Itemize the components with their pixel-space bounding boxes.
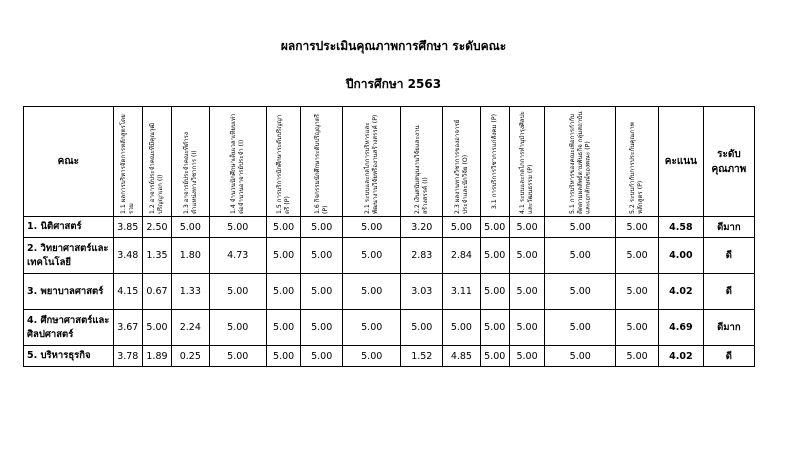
score-cell: 4.69 xyxy=(658,310,703,346)
indicator-value-cell: 5.00 xyxy=(209,217,266,238)
indicator-value-cell: 5.00 xyxy=(509,274,544,310)
academic-year-title: ปีการศึกษา 2563 xyxy=(345,77,442,91)
indicator-value-cell: 3.67 xyxy=(113,310,142,346)
indicator-value-cell: 5.00 xyxy=(545,238,616,274)
indicator-value-cell: 1.52 xyxy=(401,346,443,367)
indicator-value-cell: 5.00 xyxy=(443,310,481,346)
indicator-value-cell: 5.00 xyxy=(616,217,659,238)
faculty-cell: 5. บริหารธุรกิจ xyxy=(24,346,114,367)
indicator-value-cell: 5.00 xyxy=(266,217,300,238)
indicator-value-cell: 5.00 xyxy=(301,346,343,367)
table-row xyxy=(24,217,755,238)
indicator-value-cell: 5.00 xyxy=(343,274,401,310)
indicator-header: 1.1 ผลการบริหารจัดการหลักสูตรโดยรวม xyxy=(113,107,142,217)
indicator-value-cell: 3.03 xyxy=(401,274,443,310)
indicator-value-cell: 2.50 xyxy=(142,217,171,238)
level-cell: ดี xyxy=(703,238,754,274)
indicator-value-cell: 5.00 xyxy=(509,217,544,238)
indicator-value-cell: 1.80 xyxy=(172,238,210,274)
indicator-value-cell: 5.00 xyxy=(301,217,343,238)
level-header: ระดับคุณภาพ xyxy=(703,107,754,217)
indicator-value-cell: 0.25 xyxy=(172,346,210,367)
indicator-value-cell: 5.00 xyxy=(209,310,266,346)
indicator-header: 1.6 กิจกรรมนักศึกษาระดับปริญญาตรี (P) xyxy=(301,107,343,217)
indicator-value-cell: 5.00 xyxy=(480,310,509,346)
level-cell: ดีมาก xyxy=(703,310,754,346)
indicator-value-cell: 5.00 xyxy=(616,238,659,274)
table-row xyxy=(24,310,755,346)
indicator-header: 5.2 ระบบกำกับการประกันคุณภาพหลักสูตร (P) xyxy=(616,107,659,217)
indicator-value-cell: 5.00 xyxy=(480,217,509,238)
indicator-value-cell: 5.00 xyxy=(301,274,343,310)
indicator-header: 1.4 จำนวนนักศึกษาเต็มเวลาเทียบเท่าต่อจำนวนอาจารย์ประจำ (I) xyxy=(209,107,266,217)
score-cell: 4.02 xyxy=(658,274,703,310)
report-title: ผลการประเมินคุณภาพการศึกษา ระดับคณะ xyxy=(280,39,507,53)
indicator-value-cell: 5.00 xyxy=(301,310,343,346)
level-cell: ดี xyxy=(703,274,754,310)
indicator-value-cell: 5.00 xyxy=(301,238,343,274)
indicator-value-cell: 5.00 xyxy=(266,238,300,274)
indicator-value-cell: 5.00 xyxy=(545,217,616,238)
indicator-value-cell: 5.00 xyxy=(172,217,210,238)
indicator-value-cell: 5.00 xyxy=(343,346,401,367)
indicator-value-cell: 5.00 xyxy=(480,346,509,367)
table-body xyxy=(24,217,755,367)
score-header: คะแนน xyxy=(658,107,703,217)
indicator-value-cell: 5.00 xyxy=(509,346,544,367)
indicator-value-cell: 5.00 xyxy=(209,346,266,367)
indicator-value-cell: 3.78 xyxy=(113,346,142,367)
indicator-value-cell: 5.00 xyxy=(401,310,443,346)
faculty-cell: 4. ศึกษาศาสตร์และศิลปศาสตร์ xyxy=(24,310,114,346)
indicator-value-cell: 3.20 xyxy=(401,217,443,238)
faculty-cell: 3. พยาบาลศาสตร์ xyxy=(24,274,114,310)
assessment-table xyxy=(23,106,755,367)
indicator-header: 2.2 เงินสนับสนุนงานวิจัยและงานสร้างสรรค์ (I) xyxy=(401,107,443,217)
indicator-value-cell: 5.00 xyxy=(616,274,659,310)
indicator-value-cell: 5.00 xyxy=(142,310,171,346)
indicator-header: 4.1 ระบบและกลไกการทำนุบำรุงศิลปะและวัฒนธรรม (P) xyxy=(509,107,544,217)
indicator-header: 1.3 อาจารย์ประจำคณะที่ดำรงตำแหน่งทางวิชาการ (I) xyxy=(172,107,210,217)
indicator-value-cell: 5.00 xyxy=(343,310,401,346)
indicator-value-cell: 5.00 xyxy=(343,217,401,238)
indicator-value-cell: 5.00 xyxy=(509,238,544,274)
indicator-value-cell: 5.00 xyxy=(545,274,616,310)
indicator-value-cell: 4.15 xyxy=(113,274,142,310)
faculty-cell: 1. นิติศาสตร์ xyxy=(24,217,114,238)
indicator-value-cell: 1.35 xyxy=(142,238,171,274)
indicator-value-cell: 5.00 xyxy=(480,274,509,310)
level-cell: ดี xyxy=(703,346,754,367)
indicator-value-cell: 2.24 xyxy=(172,310,210,346)
indicator-value-cell: 5.00 xyxy=(266,274,300,310)
indicator-value-cell: 5.00 xyxy=(616,310,659,346)
header-row xyxy=(24,107,755,217)
indicator-value-cell: 4.85 xyxy=(443,346,481,367)
indicator-value-cell: 3.48 xyxy=(113,238,142,274)
indicator-header: 5.1 การบริหารของคณะเพื่อการกำกับติดตามผลลัพธ์ตามพันธกิจ กลุ่มสถาบัน และเอกลักษณ์ของคณะ (P) xyxy=(545,107,616,217)
table-row xyxy=(24,274,755,310)
indicator-value-cell: 5.00 xyxy=(616,346,659,367)
indicator-value-cell: 5.00 xyxy=(545,310,616,346)
indicator-value-cell: 5.00 xyxy=(443,217,481,238)
indicator-value-cell: 5.00 xyxy=(545,346,616,367)
indicator-value-cell: 4.73 xyxy=(209,238,266,274)
indicator-value-cell: 5.00 xyxy=(480,238,509,274)
table-row xyxy=(24,346,755,367)
indicator-header: 2.3 ผลงานทางวิชาการของอาจารย์ประจำและนักวิจัย (O) xyxy=(443,107,481,217)
score-cell: 4.02 xyxy=(658,346,703,367)
table-row xyxy=(24,238,755,274)
level-cell: ดีมาก xyxy=(703,217,754,238)
indicator-header: 3.1 การบริการวิชาการแก่สังคม (P) xyxy=(480,107,509,217)
faculty-header: คณะ xyxy=(24,107,114,217)
indicator-value-cell: 2.84 xyxy=(443,238,481,274)
indicator-value-cell: 3.11 xyxy=(443,274,481,310)
indicator-value-cell: 5.00 xyxy=(209,274,266,310)
indicator-value-cell: 5.00 xyxy=(343,238,401,274)
score-cell: 4.00 xyxy=(658,238,703,274)
indicator-value-cell: 0.67 xyxy=(142,274,171,310)
indicator-value-cell: 5.00 xyxy=(266,346,300,367)
score-cell: 4.58 xyxy=(658,217,703,238)
indicator-value-cell: 3.85 xyxy=(113,217,142,238)
indicator-header: 1.5 การบริการนักศึกษาระดับปริญญาตรี (P) xyxy=(266,107,300,217)
indicator-value-cell: 1.33 xyxy=(172,274,210,310)
indicator-header: 2.1 ระบบและกลไกการบริหารและพัฒนางานวิจัยหรืองานสร้างสรรค์ (P) xyxy=(343,107,401,217)
indicator-value-cell: 1.89 xyxy=(142,346,171,367)
indicator-value-cell: 5.00 xyxy=(266,310,300,346)
indicator-value-cell: 5.00 xyxy=(509,310,544,346)
indicator-header: 1.2 อาจารย์ประจำคณะที่มีคุณวุฒิปริญญาเอก (I) xyxy=(142,107,171,217)
indicator-value-cell: 2.83 xyxy=(401,238,443,274)
faculty-cell: 2. วิทยาศาสตร์และเทคโนโลยี xyxy=(24,238,114,274)
